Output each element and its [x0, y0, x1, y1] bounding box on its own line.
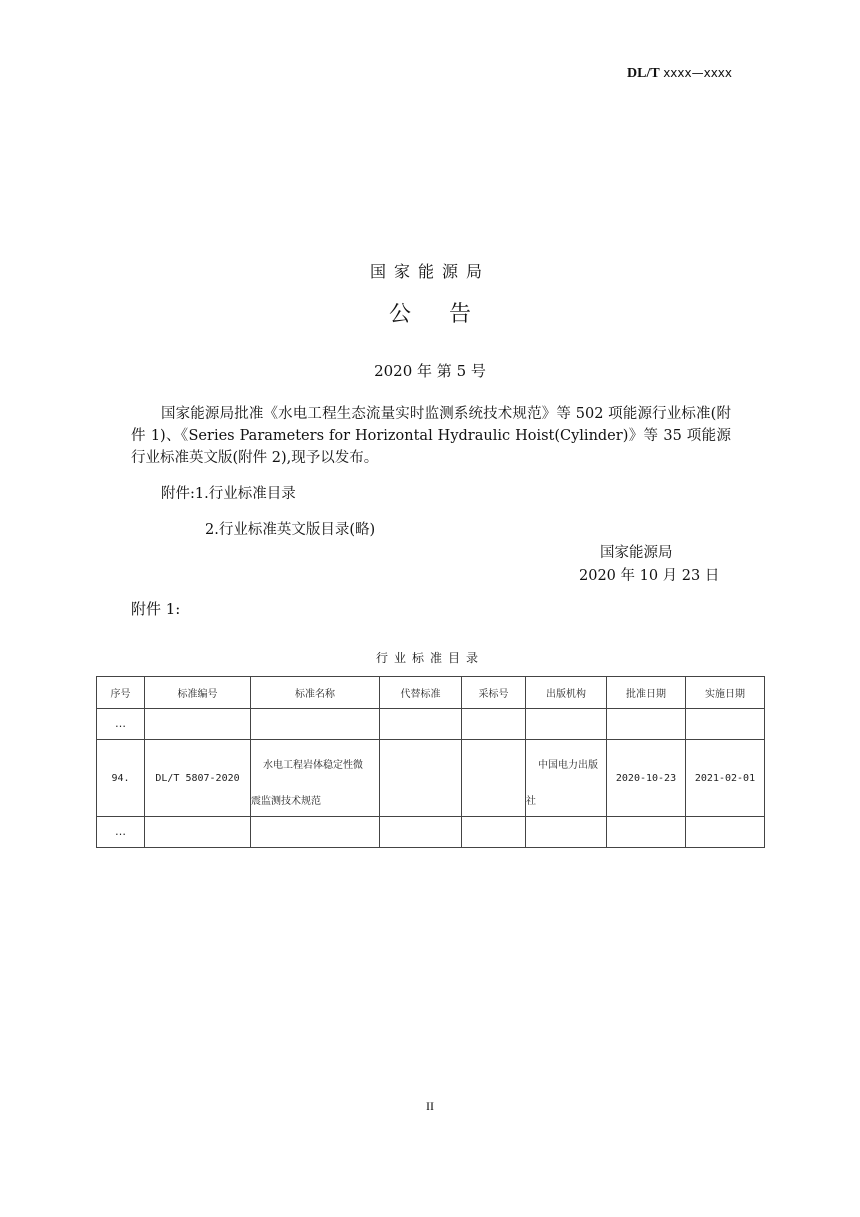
cell-effective-date: 2021-02-01 — [686, 740, 765, 817]
ellipsis-cell: … — [97, 709, 145, 740]
col-header-replaced: 代替标准 — [380, 677, 462, 709]
cell-replaced — [380, 740, 462, 817]
table-header-row — [97, 677, 765, 709]
notice-date: 2020 年 10 月 23 日 — [579, 568, 720, 584]
col-header-name: 标准名称 — [251, 677, 380, 709]
doc-prefix: DL/T — [627, 66, 660, 81]
notice-heading: 公告 — [388, 302, 509, 327]
ellipsis-cell: … — [97, 817, 145, 848]
cell-publisher-line2: 社 — [526, 796, 536, 807]
cell-approval-date: 2020-10-23 — [607, 740, 686, 817]
col-header-approval: 批准日期 — [607, 677, 686, 709]
cell-publisher — [526, 740, 607, 817]
cell-name-line2: 震监测技术规范 — [251, 796, 321, 807]
table-row — [97, 740, 765, 817]
signature: 国家能源局 — [600, 545, 673, 561]
page-number: II — [426, 1099, 434, 1113]
issue-number: 2020 年 第 5 号 — [374, 362, 486, 380]
notice-body: 国家能源局批准《水电工程生态流量实时监测系统技术规范》等 502 项能源行业标准(附件 1)、《Series Parameters for Horizontal Hydraulic Hoist(Cylinder)》等 35 项能源行业标准英文版(附件 2),现予以发布。 — [131, 406, 731, 466]
cell-publisher-line1: 中国电力出版 — [538, 760, 598, 771]
annex-label: 附件 1: — [131, 600, 181, 618]
cell-name — [251, 740, 380, 817]
table-row-ellipsis — [97, 709, 765, 740]
col-header-seq: 序号 — [97, 677, 145, 709]
document-code — [627, 66, 732, 82]
cell-code: DL/T 5807-2020 — [145, 740, 251, 817]
col-header-effective: 实施日期 — [686, 677, 765, 709]
table-title: 行业标准目录 — [375, 651, 484, 665]
standards-table — [96, 676, 765, 848]
col-header-adopted: 采标号 — [462, 677, 526, 709]
doc-number: xxxx—xxxx — [663, 66, 732, 80]
attachment-1: 附件:1.行业标准目录 — [161, 486, 296, 502]
col-header-code: 标准编号 — [145, 677, 251, 709]
col-header-publisher: 出版机构 — [526, 677, 607, 709]
agency-title: 国家能源局 — [369, 262, 490, 281]
cell-seq: 94. — [97, 740, 145, 817]
table-row-ellipsis — [97, 817, 765, 848]
cell-adopted — [462, 740, 526, 817]
cell-name-line1: 水电工程岩体稳定性微 — [263, 760, 363, 771]
attachment-2: 2.行业标准英文版目录(略) — [205, 522, 376, 538]
